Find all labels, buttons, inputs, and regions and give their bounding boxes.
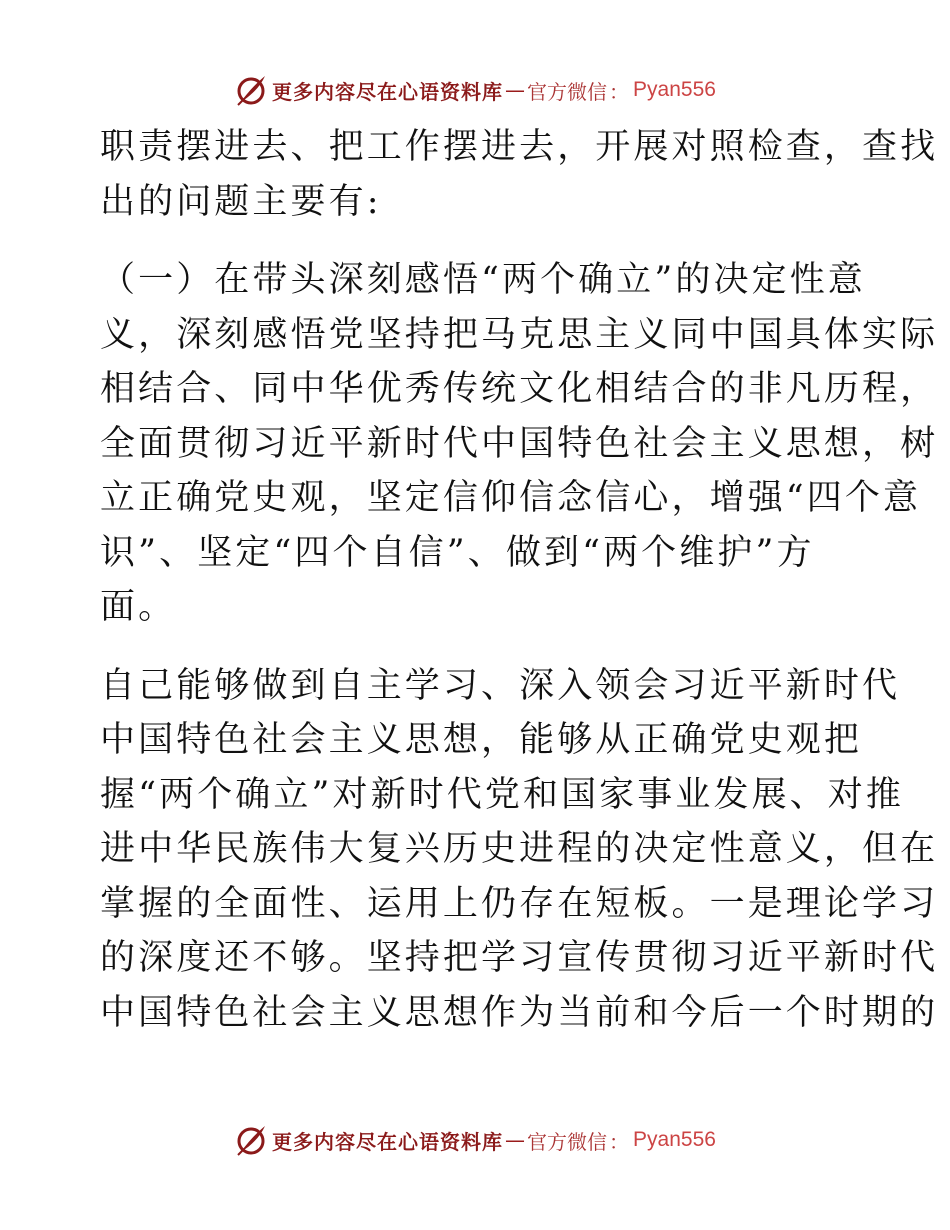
text-line: 义，深刻感悟党坚持把马克思主义同中国具体实际 [100,314,939,355]
header-watermark [0,68,950,112]
text-line: 立正确党史观，坚定信仰信念信心，增强“四个意 [100,478,922,518]
text-line: 全面贯彻习近平新时代中国特色社会主义思想，树 [100,423,939,464]
footer-watermark [0,1118,950,1162]
footer-brand-text: 更多内容尽在心语资料库 [272,1129,504,1154]
text-line: 握“两个确立”对新时代党和国家事业发展、对推 [100,774,904,815]
text-line: 掌握的全面性、运用上仍存在短板。一是理论学习 [100,883,939,924]
footer-colon: ： [609,1129,630,1154]
text-line: 识”、坚定“四个自信”、做到“两个维护”方 [100,532,815,573]
feather-pen-logo-icon [234,73,268,107]
text-line: 进中华民族伟大复兴历史进程的决定性意义，但在 [100,829,939,869]
text-line: 出的问题主要有: [100,181,382,222]
text-line: 职责摆进去、把工作摆进去，开展对照检查，查找 [100,127,939,167]
footer-separator: — [505,1128,526,1152]
text-line: 面。 [100,587,177,627]
paragraph-3 [100,659,939,1041]
header-wechat-label: 官方微信 [527,79,608,104]
header-wechat-id: Pyan556 [633,78,716,101]
header-colon: ： [609,79,630,104]
text-line: 中国特色社会主义思想作为当前和今后一个时期的 [100,992,939,1033]
text-line: 的深度还不够。坚持把学习宣传贯彻习近平新时代 [100,938,939,978]
paragraph-2 [100,253,939,635]
paragraph-1 [100,120,939,229]
header-separator: — [505,78,526,102]
footer-wechat-label: 官方微信 [527,1129,608,1154]
header-brand-text: 更多内容尽在心语资料库 [272,79,504,104]
footer-wechat-id: Pyan556 [633,1128,716,1151]
document-body [100,120,939,1040]
text-line: 相结合、同中华优秀传统文化相结合的非凡历程， [100,369,939,409]
text-line: 中国特色社会主义思想，能够从正确党史观把 [100,720,863,760]
feather-pen-logo-icon [234,1123,268,1157]
text-line: （一）在带头深刻感悟“两个确立”的决定性意 [100,260,866,300]
text-line: 自己能够做到自主学习、深入领会习近平新时代 [100,665,901,706]
